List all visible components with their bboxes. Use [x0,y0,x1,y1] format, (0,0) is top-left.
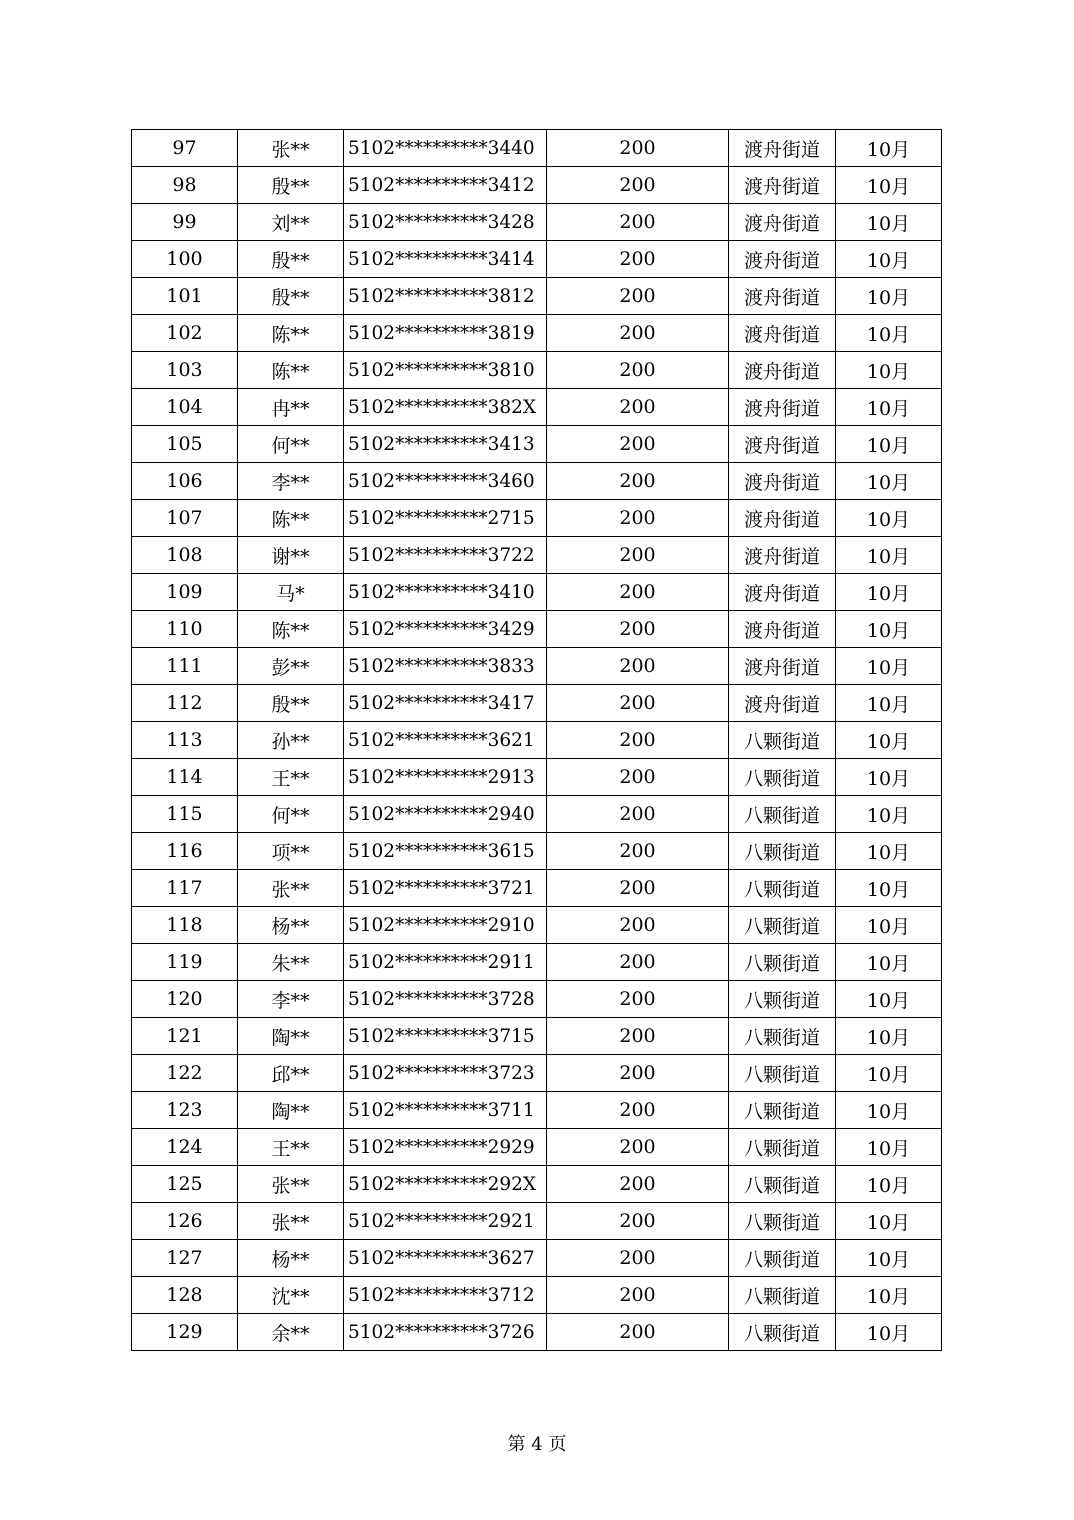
name-cell: 张** [238,130,344,167]
table-row [132,241,942,278]
street-cell: 渡舟街道 [729,315,836,352]
row-index-cell: 119 [132,944,238,981]
table-row [132,500,942,537]
row-index-cell: 102 [132,315,238,352]
street-cell: 八颗街道 [729,833,836,870]
month-cell: 10月 [836,1129,942,1166]
id-number-cell: 5102**********3410 [344,574,547,611]
table-row [132,537,942,574]
name-cell: 张** [238,870,344,907]
month-cell: 10月 [836,1166,942,1203]
row-index-cell: 98 [132,167,238,204]
row-index-cell: 108 [132,537,238,574]
amount-cell: 200 [547,426,729,463]
id-number-cell: 5102**********3414 [344,241,547,278]
row-index-cell: 99 [132,204,238,241]
name-cell: 马* [238,574,344,611]
name-cell: 陈** [238,315,344,352]
id-number-cell: 5102**********3412 [344,167,547,204]
row-index-cell: 128 [132,1277,238,1314]
name-cell: 杨** [238,907,344,944]
street-cell: 八颗街道 [729,1240,836,1277]
amount-cell: 200 [547,574,729,611]
street-cell: 八颗街道 [729,944,836,981]
street-cell: 渡舟街道 [729,278,836,315]
id-number-cell: 5102**********3460 [344,463,547,500]
row-index-cell: 110 [132,611,238,648]
table-row [132,648,942,685]
id-number-cell: 5102**********3440 [344,130,547,167]
table-row [132,1055,942,1092]
table-row [132,685,942,722]
name-cell: 余** [238,1314,344,1351]
street-cell: 渡舟街道 [729,426,836,463]
id-number-cell: 5102**********2913 [344,759,547,796]
row-index-cell: 113 [132,722,238,759]
amount-cell: 200 [547,611,729,648]
table-row [132,426,942,463]
street-cell: 八颗街道 [729,796,836,833]
id-number-cell: 5102**********3429 [344,611,547,648]
id-number-cell: 5102**********3621 [344,722,547,759]
row-index-cell: 123 [132,1092,238,1129]
table-row [132,1092,942,1129]
amount-cell: 200 [547,463,729,500]
amount-cell: 200 [547,870,729,907]
amount-cell: 200 [547,278,729,315]
id-number-cell: 5102**********3726 [344,1314,547,1351]
row-index-cell: 121 [132,1018,238,1055]
row-index-cell: 101 [132,278,238,315]
name-cell: 张** [238,1203,344,1240]
street-cell: 渡舟街道 [729,352,836,389]
street-cell: 八颗街道 [729,1203,836,1240]
month-cell: 10月 [836,463,942,500]
amount-cell: 200 [547,1314,729,1351]
name-cell: 邱** [238,1055,344,1092]
row-index-cell: 111 [132,648,238,685]
month-cell: 10月 [836,426,942,463]
amount-cell: 200 [547,1203,729,1240]
row-index-cell: 127 [132,1240,238,1277]
name-cell: 朱** [238,944,344,981]
row-index-cell: 106 [132,463,238,500]
amount-cell: 200 [547,759,729,796]
amount-cell: 200 [547,1129,729,1166]
month-cell: 10月 [836,796,942,833]
month-cell: 10月 [836,167,942,204]
table-row [132,981,942,1018]
amount-cell: 200 [547,204,729,241]
street-cell: 渡舟街道 [729,648,836,685]
month-cell: 10月 [836,1018,942,1055]
id-number-cell: 5102**********2940 [344,796,547,833]
table-row [132,944,942,981]
month-cell: 10月 [836,500,942,537]
id-number-cell: 5102**********3428 [344,204,547,241]
month-cell: 10月 [836,759,942,796]
street-cell: 渡舟街道 [729,389,836,426]
name-cell: 陶** [238,1092,344,1129]
id-number-cell: 5102**********3711 [344,1092,547,1129]
table-row [132,1018,942,1055]
id-number-cell: 5102**********3723 [344,1055,547,1092]
table-row [132,833,942,870]
month-cell: 10月 [836,1240,942,1277]
month-cell: 10月 [836,389,942,426]
id-number-cell: 5102**********3615 [344,833,547,870]
month-cell: 10月 [836,611,942,648]
name-cell: 何** [238,796,344,833]
street-cell: 渡舟街道 [729,500,836,537]
name-cell: 沈** [238,1277,344,1314]
month-cell: 10月 [836,537,942,574]
row-index-cell: 126 [132,1203,238,1240]
name-cell: 陈** [238,611,344,648]
name-cell: 孙** [238,722,344,759]
street-cell: 八颗街道 [729,1166,836,1203]
id-number-cell: 5102**********3722 [344,537,547,574]
street-cell: 八颗街道 [729,981,836,1018]
id-number-cell: 5102**********3715 [344,1018,547,1055]
id-number-cell: 5102**********2911 [344,944,547,981]
table-row [132,130,942,167]
month-cell: 10月 [836,241,942,278]
amount-cell: 200 [547,1240,729,1277]
month-cell: 10月 [836,1314,942,1351]
street-cell: 八颗街道 [729,722,836,759]
street-cell: 渡舟街道 [729,204,836,241]
id-number-cell: 5102**********3721 [344,870,547,907]
street-cell: 渡舟街道 [729,574,836,611]
row-index-cell: 112 [132,685,238,722]
name-cell: 项** [238,833,344,870]
amount-cell: 200 [547,944,729,981]
amount-cell: 200 [547,685,729,722]
amount-cell: 200 [547,1166,729,1203]
amount-cell: 200 [547,241,729,278]
table-row [132,870,942,907]
amount-cell: 200 [547,1018,729,1055]
subsidy-list-table [131,129,942,1351]
name-cell: 何** [238,426,344,463]
name-cell: 张** [238,1166,344,1203]
page-number: 第 4 页 [507,1434,567,1455]
table-row [132,278,942,315]
name-cell: 殷** [238,241,344,278]
table-row [132,1129,942,1166]
street-cell: 渡舟街道 [729,685,836,722]
name-cell: 殷** [238,278,344,315]
amount-cell: 200 [547,1092,729,1129]
name-cell: 刘** [238,204,344,241]
name-cell: 王** [238,1129,344,1166]
id-number-cell: 5102**********2715 [344,500,547,537]
table-row [132,1166,942,1203]
amount-cell: 200 [547,981,729,1018]
id-number-cell: 5102**********3819 [344,315,547,352]
amount-cell: 200 [547,648,729,685]
row-index-cell: 118 [132,907,238,944]
name-cell: 陶** [238,1018,344,1055]
name-cell: 王** [238,759,344,796]
name-cell: 殷** [238,685,344,722]
month-cell: 10月 [836,130,942,167]
month-cell: 10月 [836,870,942,907]
table-row [132,1240,942,1277]
amount-cell: 200 [547,1277,729,1314]
name-cell: 冉** [238,389,344,426]
street-cell: 渡舟街道 [729,463,836,500]
table-row [132,315,942,352]
table-row [132,389,942,426]
name-cell: 李** [238,981,344,1018]
id-number-cell: 5102**********382X [344,389,547,426]
amount-cell: 200 [547,1055,729,1092]
month-cell: 10月 [836,944,942,981]
name-cell: 谢** [238,537,344,574]
month-cell: 10月 [836,278,942,315]
amount-cell: 200 [547,352,729,389]
month-cell: 10月 [836,722,942,759]
month-cell: 10月 [836,981,942,1018]
street-cell: 八颗街道 [729,1277,836,1314]
row-index-cell: 114 [132,759,238,796]
row-index-cell: 109 [132,574,238,611]
month-cell: 10月 [836,1092,942,1129]
amount-cell: 200 [547,537,729,574]
street-cell: 八颗街道 [729,907,836,944]
document-table-container [131,129,942,1351]
id-number-cell: 5102**********3812 [344,278,547,315]
amount-cell: 200 [547,130,729,167]
month-cell: 10月 [836,648,942,685]
id-number-cell: 5102**********2921 [344,1203,547,1240]
row-index-cell: 115 [132,796,238,833]
amount-cell: 200 [547,389,729,426]
street-cell: 八颗街道 [729,759,836,796]
street-cell: 渡舟街道 [729,167,836,204]
id-number-cell: 5102**********2929 [344,1129,547,1166]
table-row [132,352,942,389]
street-cell: 八颗街道 [729,1092,836,1129]
table-row [132,907,942,944]
street-cell: 八颗街道 [729,1055,836,1092]
row-index-cell: 100 [132,241,238,278]
table-row [132,1277,942,1314]
row-index-cell: 97 [132,130,238,167]
street-cell: 八颗街道 [729,870,836,907]
id-number-cell: 5102**********292X [344,1166,547,1203]
table-row [132,167,942,204]
street-cell: 渡舟街道 [729,611,836,648]
month-cell: 10月 [836,574,942,611]
id-number-cell: 5102**********3810 [344,352,547,389]
amount-cell: 200 [547,722,729,759]
amount-cell: 200 [547,500,729,537]
id-number-cell: 5102**********3413 [344,426,547,463]
table-row [132,796,942,833]
name-cell: 杨** [238,1240,344,1277]
street-cell: 八颗街道 [729,1018,836,1055]
row-index-cell: 129 [132,1314,238,1351]
amount-cell: 200 [547,796,729,833]
amount-cell: 200 [547,907,729,944]
name-cell: 李** [238,463,344,500]
id-number-cell: 5102**********3627 [344,1240,547,1277]
id-number-cell: 5102**********2910 [344,907,547,944]
name-cell: 陈** [238,352,344,389]
name-cell: 彭** [238,648,344,685]
table-row [132,1314,942,1351]
id-number-cell: 5102**********3417 [344,685,547,722]
row-index-cell: 125 [132,1166,238,1203]
row-index-cell: 103 [132,352,238,389]
month-cell: 10月 [836,315,942,352]
row-index-cell: 104 [132,389,238,426]
row-index-cell: 117 [132,870,238,907]
street-cell: 渡舟街道 [729,130,836,167]
row-index-cell: 122 [132,1055,238,1092]
amount-cell: 200 [547,315,729,352]
table-row [132,204,942,241]
row-index-cell: 107 [132,500,238,537]
street-cell: 八颗街道 [729,1129,836,1166]
table-row [132,1203,942,1240]
amount-cell: 200 [547,167,729,204]
table-row [132,574,942,611]
table-row [132,759,942,796]
table-body [132,130,942,1351]
month-cell: 10月 [836,352,942,389]
street-cell: 渡舟街道 [729,537,836,574]
month-cell: 10月 [836,1203,942,1240]
month-cell: 10月 [836,833,942,870]
amount-cell: 200 [547,833,729,870]
id-number-cell: 5102**********3712 [344,1277,547,1314]
row-index-cell: 116 [132,833,238,870]
row-index-cell: 124 [132,1129,238,1166]
id-number-cell: 5102**********3728 [344,981,547,1018]
table-row [132,463,942,500]
month-cell: 10月 [836,204,942,241]
name-cell: 殷** [238,167,344,204]
month-cell: 10月 [836,685,942,722]
table-row [132,611,942,648]
row-index-cell: 120 [132,981,238,1018]
table-row [132,722,942,759]
month-cell: 10月 [836,907,942,944]
month-cell: 10月 [836,1055,942,1092]
name-cell: 陈** [238,500,344,537]
street-cell: 八颗街道 [729,1314,836,1351]
id-number-cell: 5102**********3833 [344,648,547,685]
street-cell: 渡舟街道 [729,241,836,278]
row-index-cell: 105 [132,426,238,463]
month-cell: 10月 [836,1277,942,1314]
